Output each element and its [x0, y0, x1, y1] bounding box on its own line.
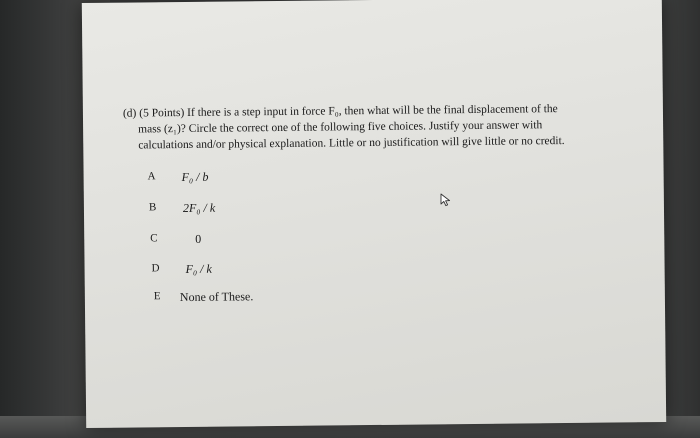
question-text [123, 100, 623, 153]
choice-b-text: 2F₀ / k [182, 200, 216, 216]
question-line-2: mass (z₁)? Circle the correct one of the following five choices. Justify your answer with [138, 119, 543, 136]
choice-a-letter: A [147, 170, 156, 183]
choice-b-letter: B [148, 201, 157, 214]
choice-e-text: None of These. [179, 289, 254, 305]
choice-d-text: F₀ / k [185, 261, 212, 276]
exam-paper [82, 0, 666, 428]
mouse-pointer-icon [440, 193, 452, 207]
choice-c-text: 0 [195, 231, 202, 246]
choice-e-letter: E [153, 290, 161, 303]
choice-a-text: F₀ / b [181, 169, 209, 185]
choice-d-letter: D [151, 262, 160, 275]
question-line-3: calculations and/or physical explanation. Little or no justification will give little or no credit. [138, 135, 565, 152]
question-line-1: (d) (5 Points) If there is a step input in force F₀, then what will be the final displacement of the [122, 103, 558, 120]
choice-c-letter: C [150, 232, 158, 245]
